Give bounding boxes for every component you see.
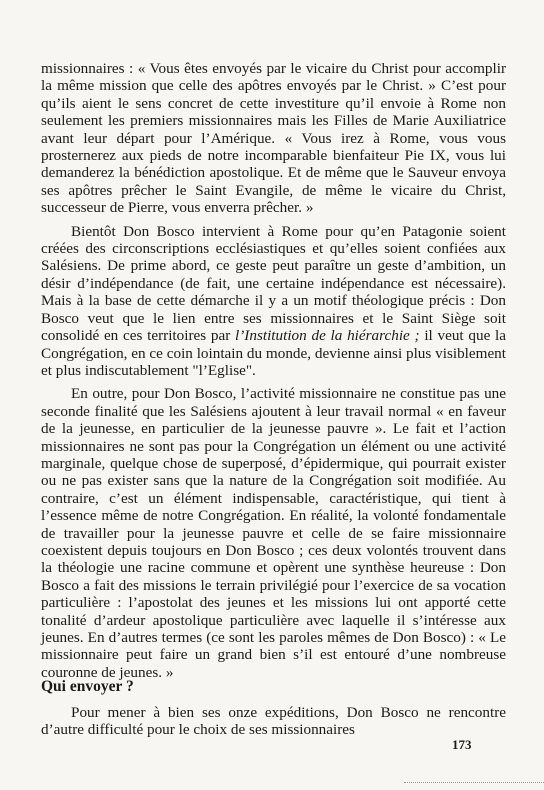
body-text: [41, 60, 506, 681]
paragraph-2-text-before: Bientôt Don Bosco intervient à Rome pour qu’en Patagonie soient créées des circonscriptions ecclésiastiques et qu’elles soient confiées aux Salésiens. De prime abord, ce geste peut paraître un geste d’ambition, un désir d’indépendance (de fait, une certaine indépendance est nécessaire). Mais à la base de cette démarche il y a un motif théologique précis : Don Bosco veut que le lien entre ses missionnaires et le Saint Siège soit consolidé en ces territoires par: [41, 222, 506, 345]
section-heading: Qui envoyer ?: [41, 678, 134, 695]
paragraph-2-italic: l’Institution de la hiérarchie ;: [235, 327, 420, 345]
paragraph-1: missionnaires : « Vous êtes envoyés par le vicaire du Christ pour accomplir la même mission que celle des apôtres envoyés par le Christ. » C’est pour qu’ils aient le sens concret de cette investiture qu’il envoie à Rome non seulement les premiers missionnaires mais les Filles de Marie Auxiliatrice avant leur départ pour l’Amérique. « Vous irez à Rome, vous vous prosternerez aux pieds de notre incomparable bienfaiteur Pie IX, vous lui demanderez la bénédiction apostolique. Et de même que le Sauveur envoya ses apôtres prêcher le Saint Evangile, de même le vicaire du Christ, successeur de Pierre, vous enverra prêcher. »: [41, 60, 506, 217]
paragraph-2-text-after: il veut que la Congrégation, en ce coin lointain du monde, devienne ainsi plus visiblement et plus indiscutablement "l’Eglise".: [41, 327, 506, 379]
paragraph-4: Pour mener à bien ses onze expéditions, Don Bosco ne rencontre d’autre difficulté pour le choix de ses missionnaires: [41, 704, 506, 739]
paragraph-3: En outre, pour Don Bosco, l’activité missionnaire ne constitue pas une seconde finalité que les Salésiens ajoutent à leur travail normal « en faveur de la jeunesse, en particulier de la jeunesse pauvre ». Le fait et l’action missionnaires ne sont pas pour la Congrégation un élément ou une activité marginale, quelque chose de superposé, d’épidermique, qui pourrait exister ou ne pas exister sans que la nature de la Congrégation soit modifiée. Au contraire, c’est un élément indispensable, caractéristique, qui tient à l’essence même de notre Congrégation. En réalité, la volonté fondamentale de travailler pour la jeunesse pauvre et celle de se faire missionnaire coexistent depuis toujours en Don Bosco ; ces deux volontés trouvent dans la théologie une racine commune et opèrent une synthèse heureuse : Don Bosco a fait des missions le terrain privilégié pour l’exercice de sa vocation particulière : l’apostolat des jeunes et les missions lui ont apporté cette tonalité d’ardeur apostolique particulière avec laquelle il s’intéresse aux jeunes. En d’autres termes (ce sont les paroles mêmes de Don Bosco) : « Le missionnaire peut faire un grand bien s’il est entouré d’une nombreuse couronne de jeunes. »: [41, 385, 506, 681]
scan-edge-mark: [404, 782, 544, 785]
page-number: 173: [452, 737, 472, 752]
paragraph-2: [41, 223, 506, 380]
